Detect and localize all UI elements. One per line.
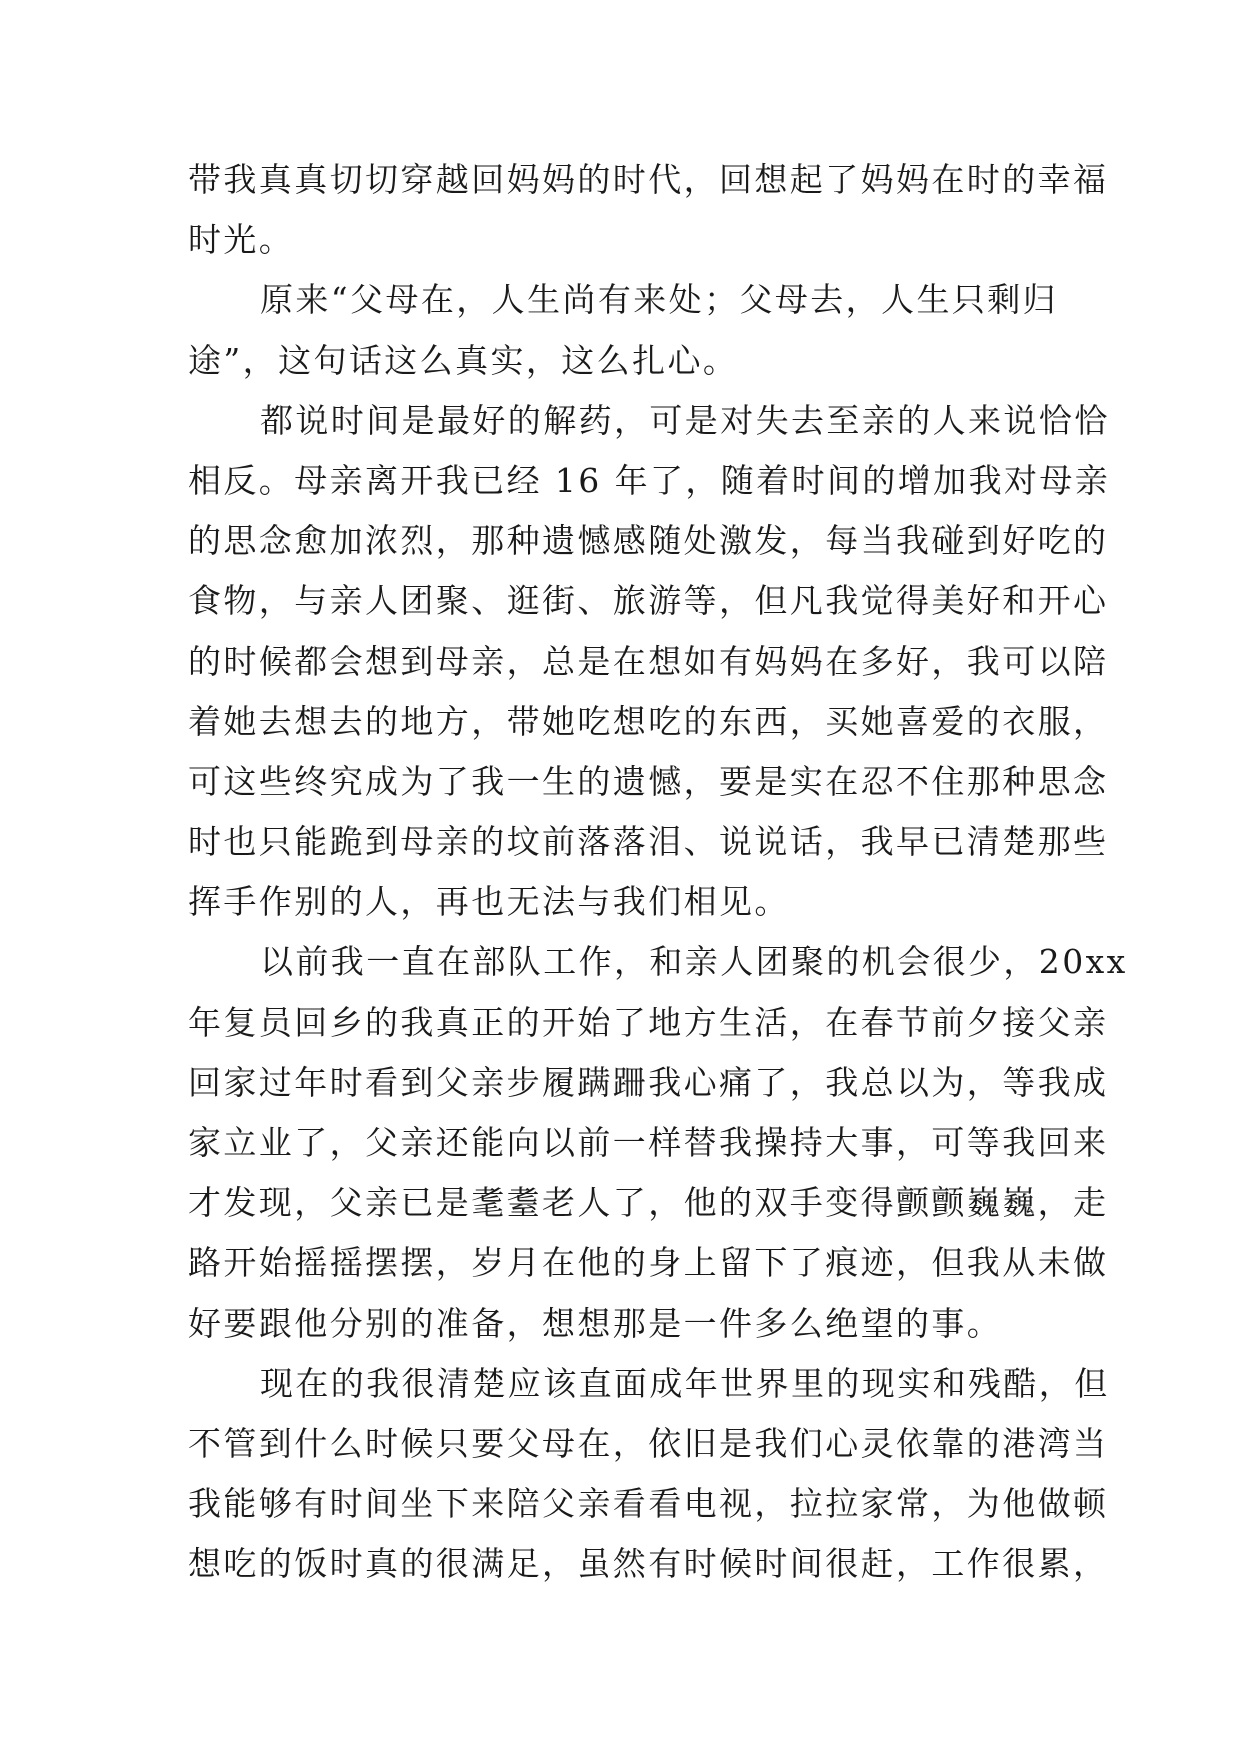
- text-line: 着她去想去的地方，带她吃想吃的东西，买她喜爱的衣服，: [188, 701, 1109, 741]
- text-line: 时也只能跪到母亲的坟前落落泪、说说话，我早已清楚那些: [188, 822, 1109, 862]
- paragraph-start-line: 以前我一直在部队工作，和亲人团聚的机会很少，20xx: [260, 942, 1128, 982]
- paragraph-start-line: 现在的我很清楚应该直面成年世界里的现实和残酷，但: [260, 1363, 1110, 1403]
- text-line: 时光。: [188, 220, 295, 260]
- text-line: 挥手作别的人，再也无法与我们相见。: [188, 882, 790, 922]
- text-line: 的思念愈加浓烈，那种遗憾感随处激发，每当我碰到好吃的: [188, 521, 1109, 561]
- text-line: 才发现，父亲已是耄耋老人了，他的双手变得颤颤巍巍，走: [188, 1183, 1109, 1223]
- text-line: 不管到什么时候只要父母在，依旧是我们心灵依靠的港湾当: [188, 1423, 1109, 1463]
- text-line: 食物，与亲人团聚、逛街、旅游等，但凡我觉得美好和开心: [188, 581, 1109, 621]
- text-line: 相反。母亲离开我已经 16 年了，随着时间的增加我对母亲: [188, 460, 1111, 500]
- text-line: 回家过年时看到父亲步履蹒跚我心痛了，我总以为，等我成: [188, 1062, 1109, 1102]
- text-line: 途”，这句话这么真实，这么扎心。: [188, 340, 739, 380]
- text-line: 带我真真切切穿越回妈妈的时代，回想起了妈妈在时的幸福: [188, 160, 1109, 199]
- paragraph-start-line: 原来“父母在，人生尚有来处；父母去，人生只剩归: [260, 280, 1059, 320]
- text-line: 的时候都会想到母亲，总是在想如有妈妈在多好，我可以陪: [188, 641, 1109, 681]
- text-line: 想吃的饭时真的很满足，虽然有时候时间很赶，工作很累，: [188, 1544, 1109, 1584]
- text-line: 可这些终究成为了我一生的遗憾，要是实在忍不住那种思念: [188, 761, 1109, 801]
- text-line: 家立业了，父亲还能向以前一样替我操持大事，可等我回来: [188, 1123, 1109, 1162]
- document-body: [188, 150, 1128, 1595]
- text-line: 我能够有时间坐下来陪父亲看看电视，拉拉家常，为他做顿: [188, 1484, 1109, 1524]
- paragraph-start-line: 都说时间是最好的解药，可是对失去至亲的人来说恰恰: [260, 400, 1110, 440]
- text-line: 路开始摇摇摆摆，岁月在他的身上留下了痕迹，但我从未做: [188, 1243, 1109, 1283]
- text-line: 好要跟他分别的准备，想想那是一件多么绝望的事。: [188, 1303, 1003, 1343]
- text-line: 年复员回乡的我真正的开始了地方生活，在春节前夕接父亲: [188, 1002, 1109, 1042]
